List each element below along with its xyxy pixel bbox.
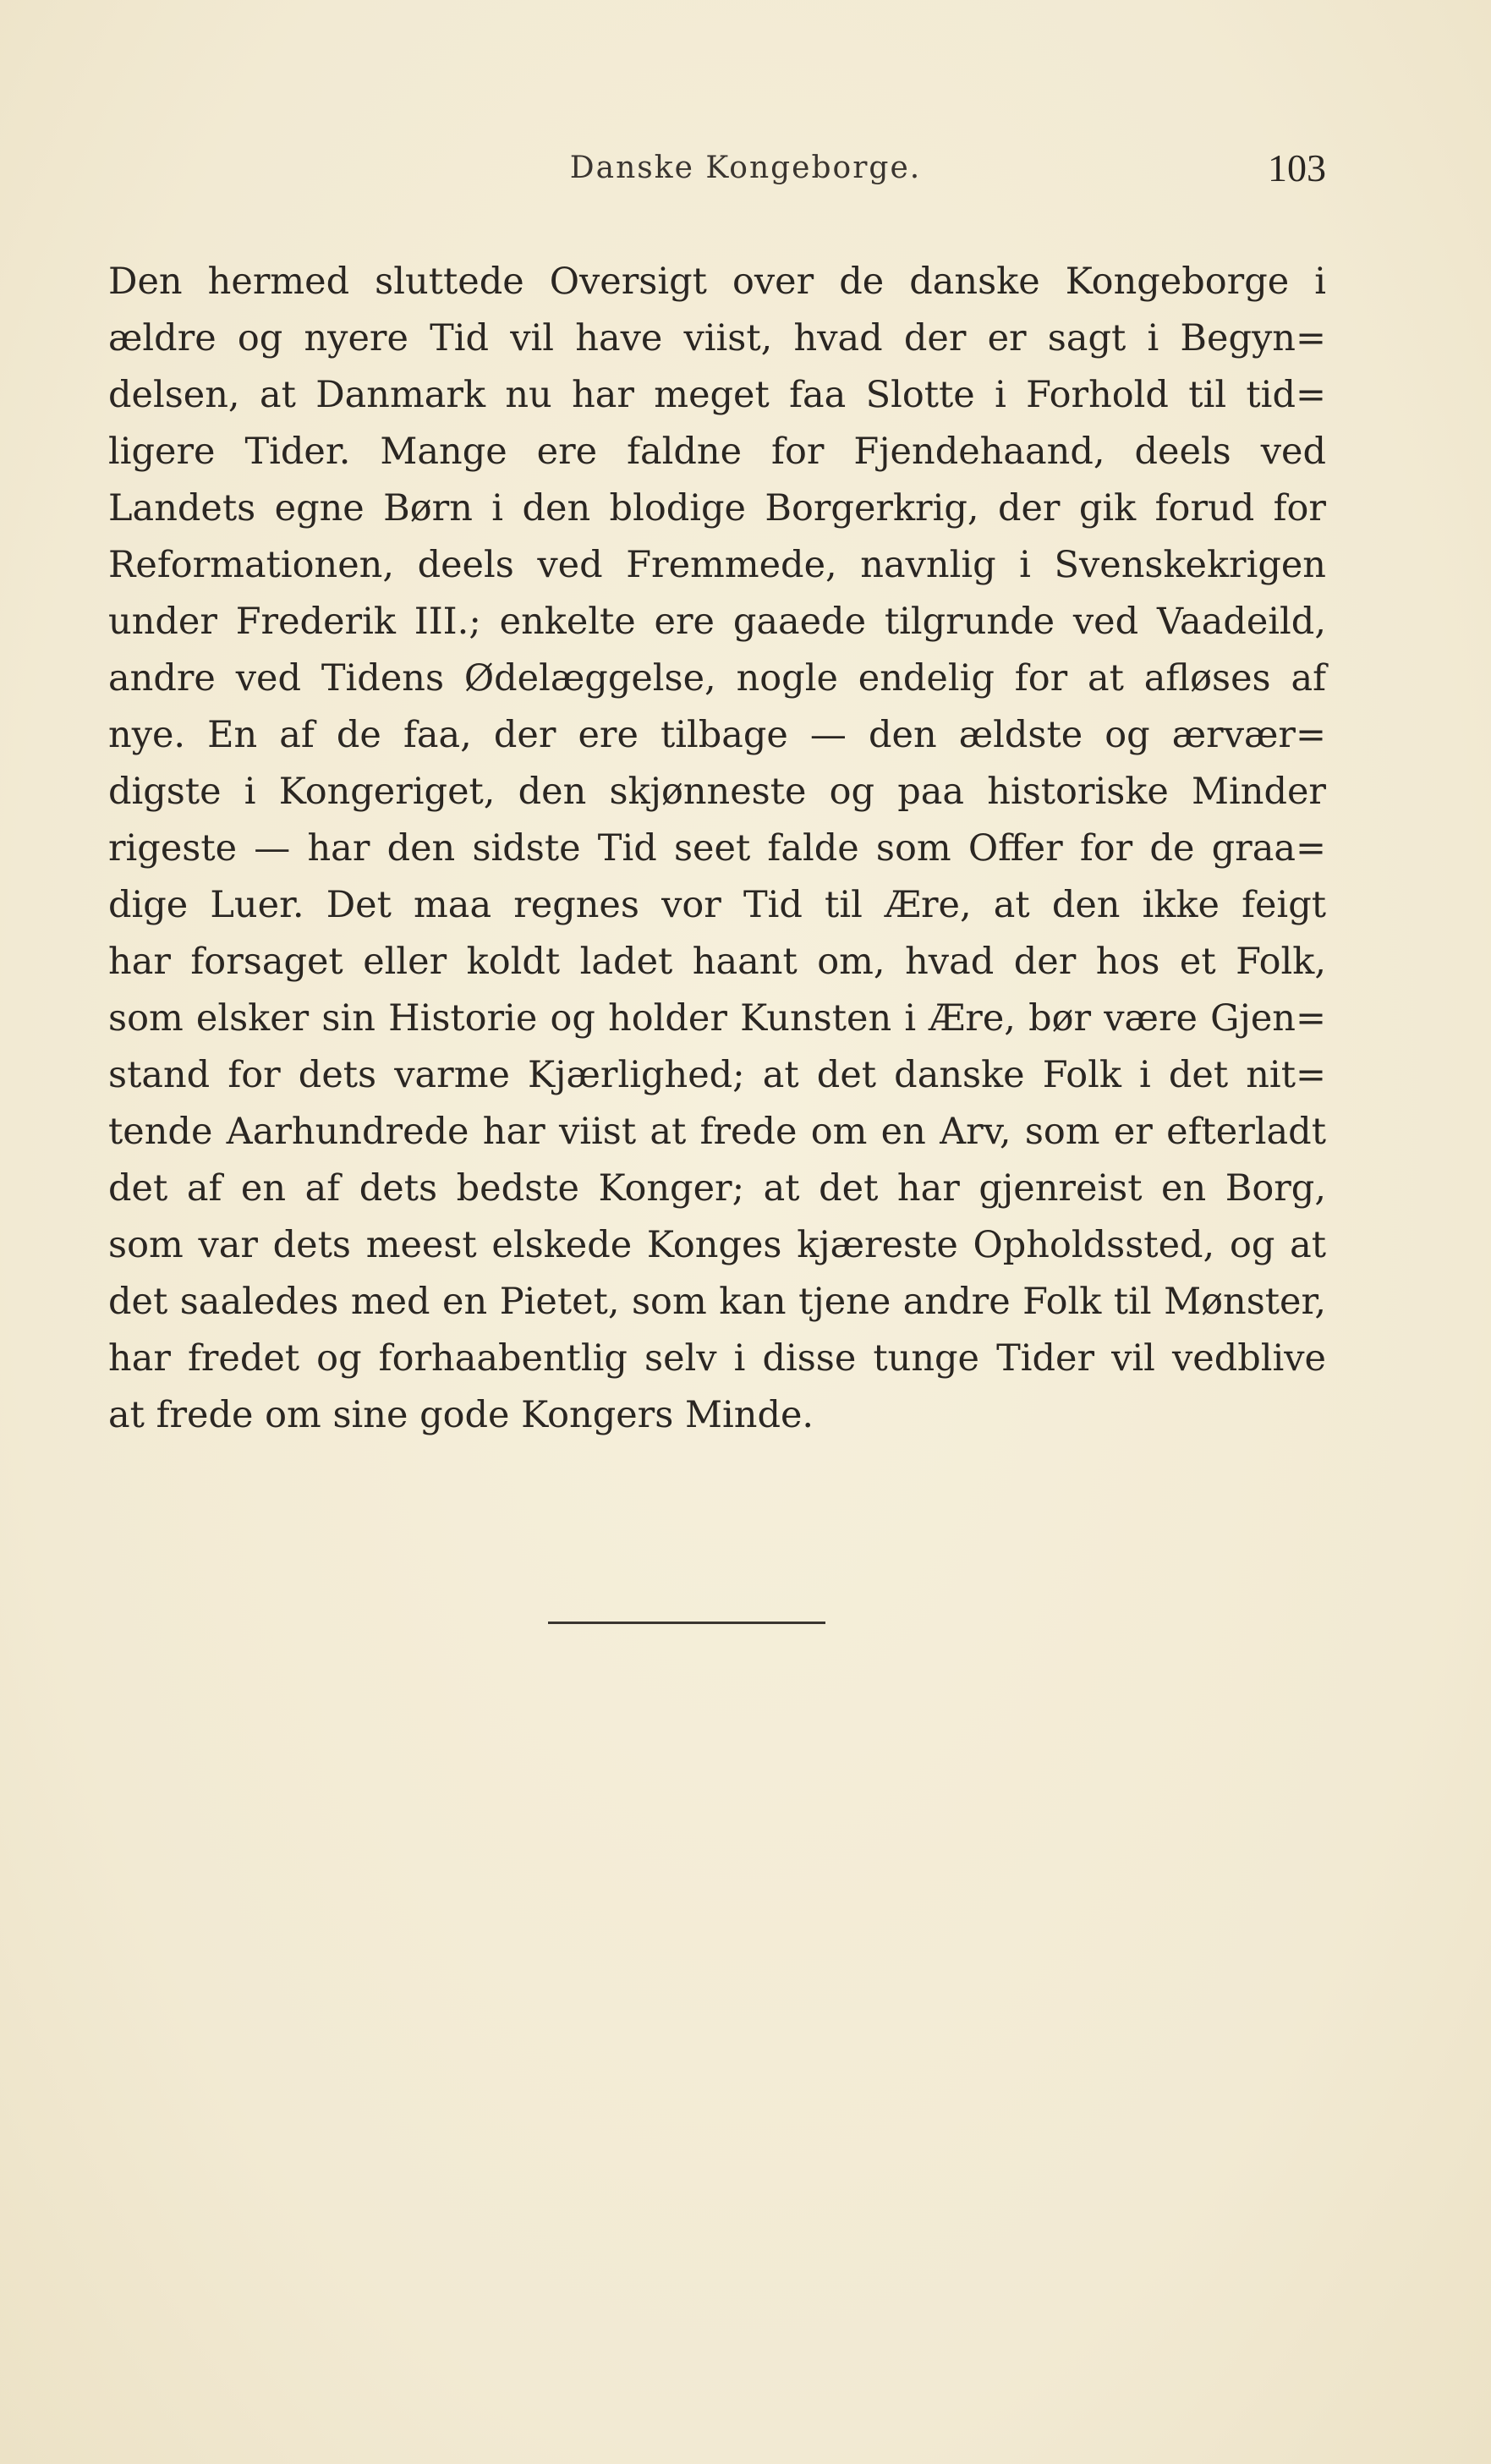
running-title: Danske Kongeborge. [569, 151, 922, 185]
text-line: delsen, at Danmark nu har meget faa Slotte i Forhold til tid= [108, 374, 1326, 416]
text-line: har fredet og forhaabentlig selv i disse tunge Tider vil vedblive [108, 1337, 1326, 1380]
text-line: under Frederik III.; enkelte ere gaaede tilgrunde ved Vaadeild, [108, 601, 1326, 643]
text-line: stand for dets varme Kjærlighed; at det danske Folk i det nit= [108, 1054, 1326, 1096]
text-line: dige Luer. Det maa regnes vor Tid til Ære, at den ikke feigt [108, 884, 1326, 926]
body-paragraph [108, 254, 1326, 1444]
text-line: tende Aarhundrede har viist at frede om en Arv, som er efterladt [108, 1111, 1326, 1153]
text-line: det saaledes med en Pietet, som kan tjene andre Folk til Mønster, [108, 1281, 1326, 1323]
text-line: digste i Kongeriget, den skjønneste og paa historiske Minder [108, 771, 1326, 813]
text-line: det af en af dets bedste Konger; at det har gjenreist en Borg, [108, 1167, 1326, 1210]
text-line: andre ved Tidens Ødelæggelse, nogle endelig for at afløses af [108, 657, 1326, 700]
page-number: 103 [1268, 146, 1326, 189]
text-line: rigeste — har den sidste Tid seet falde som Offer for de graa= [108, 827, 1326, 870]
text-line: ligere Tider. Mange ere faldne for Fjendehaand, deels ved [108, 431, 1326, 473]
text-line: Den hermed sluttede Oversigt over de danske Kongeborge i [108, 261, 1326, 303]
text-line: Reformationen, deels ved Fremmede, navnlig i Svenskekrigen [108, 544, 1326, 586]
text-line: ældre og nyere Tid vil have viist, hvad der er sagt i Begyn= [108, 317, 1326, 359]
text-line: at frede om sine gode Kongers Minde. [108, 1394, 814, 1436]
text-line: som var dets meest elskede Konges kjæreste Opholdssted, og at [108, 1224, 1326, 1266]
text-line: har forsaget eller koldt ladet haant om, hvad der hos et Folk, [108, 941, 1326, 983]
text-line: nye. En af de faa, der ere tilbage — den ældste og ærvær= [108, 714, 1326, 756]
text-line: Landets egne Børn i den blodige Borgerkrig, der gik forud for [108, 487, 1326, 530]
section-end-rule [548, 1622, 825, 1624]
text-line: som elsker sin Historie og holder Kunsten i Ære, bør være Gjen= [108, 997, 1326, 1040]
